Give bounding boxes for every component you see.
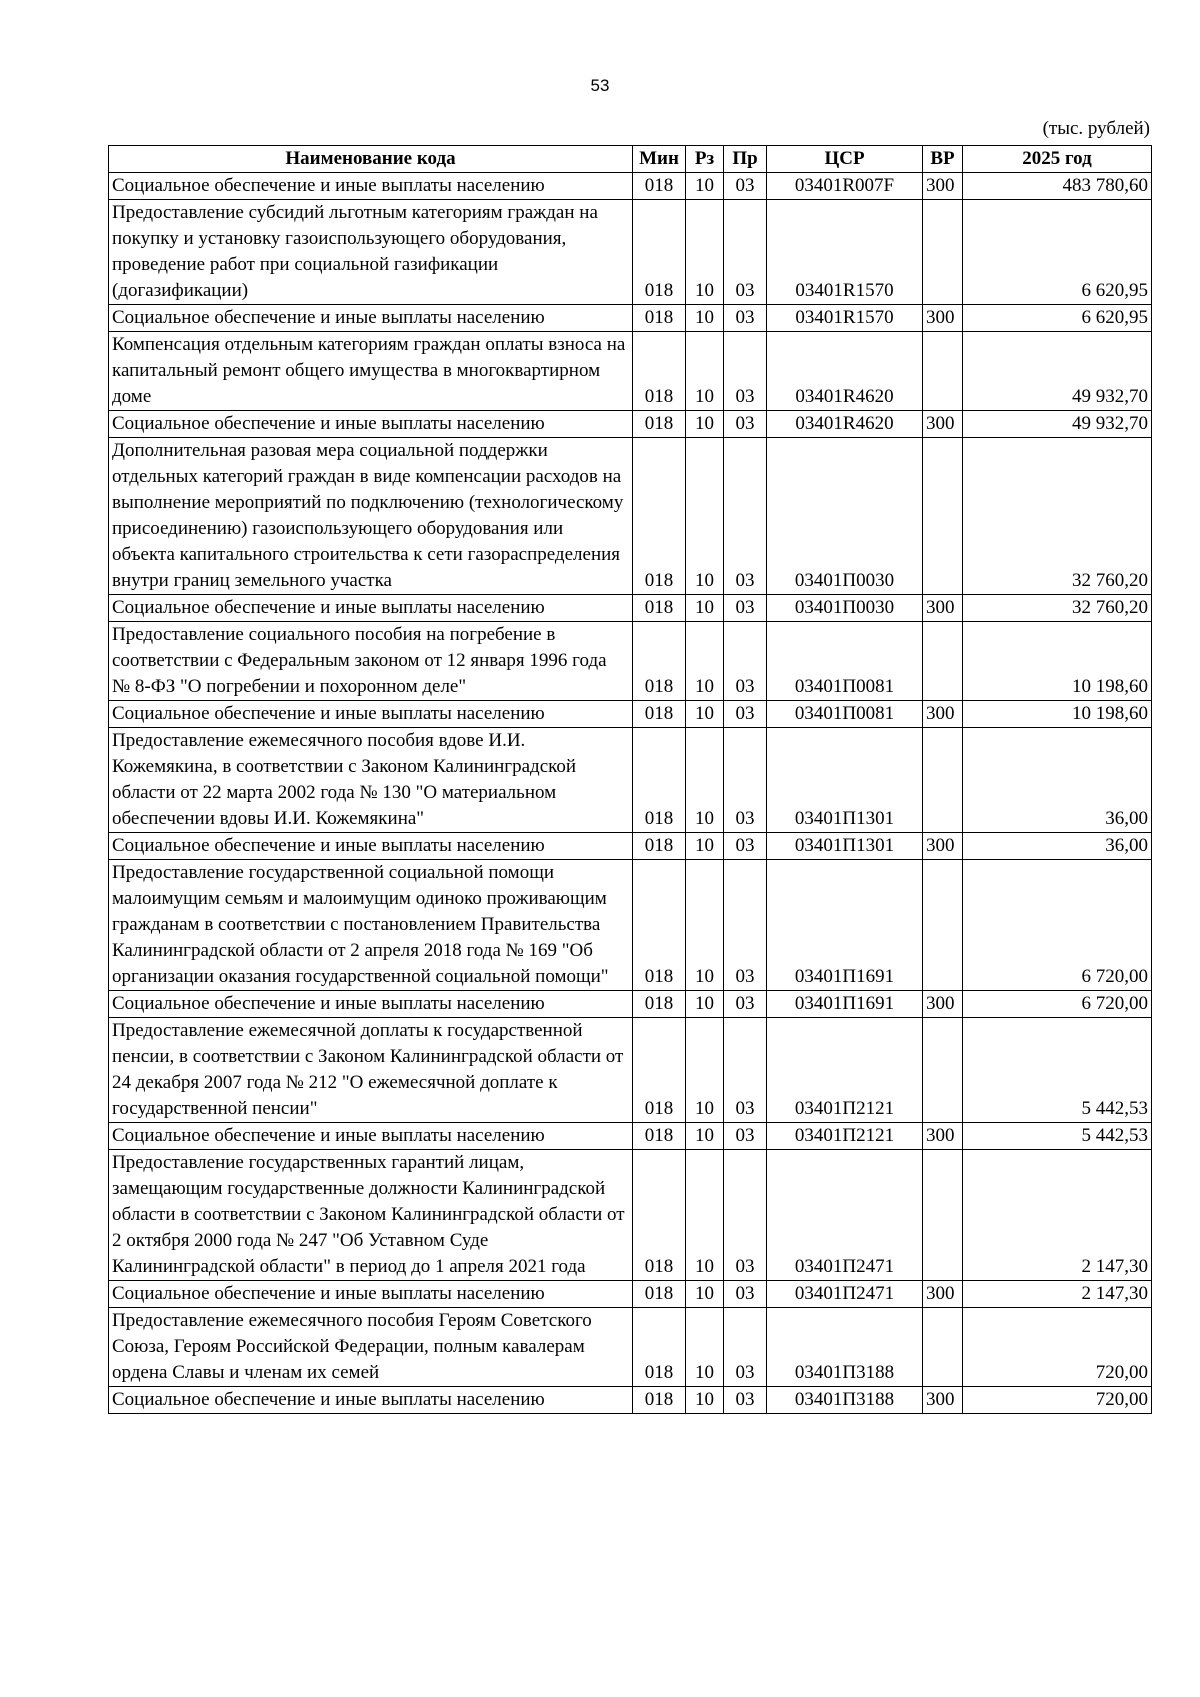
cell-pr: 03 [724, 1308, 767, 1387]
table-row [109, 1308, 1152, 1387]
cell-min: 018 [633, 173, 686, 200]
cell-amount: 720,00 [963, 1387, 1152, 1414]
table-body [109, 173, 1152, 1414]
cell-pr: 03 [724, 595, 767, 622]
cell-amount: 6 620,95 [963, 200, 1152, 305]
table-row [109, 411, 1152, 438]
cell-amount: 2 147,30 [963, 1281, 1152, 1308]
cell-min: 018 [633, 991, 686, 1018]
header-rz: Рз [686, 146, 724, 173]
cell-name: Социальное обеспечение и иные выплаты населению [109, 1281, 633, 1308]
cell-rz: 10 [686, 833, 724, 860]
header-pr: Пр [724, 146, 767, 173]
cell-min: 018 [633, 332, 686, 411]
table-row [109, 1281, 1152, 1308]
cell-vr [923, 860, 963, 991]
table-row [109, 305, 1152, 332]
cell-amount: 32 760,20 [963, 595, 1152, 622]
page-number: 53 [590, 76, 610, 95]
cell-rz: 10 [686, 438, 724, 595]
table-row [109, 595, 1152, 622]
cell-rz: 10 [686, 701, 724, 728]
cell-vr: 300 [923, 991, 963, 1018]
cell-amount: 36,00 [963, 728, 1152, 833]
cell-name: Предоставление социального пособия на погребение в соответствии с Федеральным законом от 12 января 1996 года № 8-ФЗ "О погребении и похоронном деле" [109, 622, 633, 701]
cell-vr: 300 [923, 173, 963, 200]
cell-pr: 03 [724, 1281, 767, 1308]
table-row [109, 332, 1152, 411]
cell-amount: 6 620,95 [963, 305, 1152, 332]
table-row [109, 173, 1152, 200]
cell-vr [923, 438, 963, 595]
table-row [109, 991, 1152, 1018]
cell-csr: 03401R1570 [767, 305, 923, 332]
table-row [109, 1123, 1152, 1150]
cell-vr [923, 200, 963, 305]
cell-min: 018 [633, 1150, 686, 1281]
cell-vr [923, 728, 963, 833]
cell-amount: 5 442,53 [963, 1018, 1152, 1123]
cell-pr: 03 [724, 173, 767, 200]
cell-rz: 10 [686, 1018, 724, 1123]
cell-csr: 03401П1691 [767, 991, 923, 1018]
cell-rz: 10 [686, 1150, 724, 1281]
cell-amount: 10 198,60 [963, 622, 1152, 701]
cell-min: 018 [633, 438, 686, 595]
cell-csr: 03401П3188 [767, 1308, 923, 1387]
cell-name: Социальное обеспечение и иные выплаты населению [109, 701, 633, 728]
header-vr: ВР [923, 146, 963, 173]
cell-amount: 32 760,20 [963, 438, 1152, 595]
cell-csr: 03401R4620 [767, 411, 923, 438]
budget-table [108, 145, 1152, 1414]
table-row [109, 833, 1152, 860]
cell-rz: 10 [686, 1387, 724, 1414]
cell-vr [923, 1150, 963, 1281]
cell-name: Социальное обеспечение и иные выплаты населению [109, 595, 633, 622]
cell-rz: 10 [686, 200, 724, 305]
cell-min: 018 [633, 1123, 686, 1150]
cell-min: 018 [633, 701, 686, 728]
cell-pr: 03 [724, 1018, 767, 1123]
cell-min: 018 [633, 860, 686, 991]
unit-note: (тыс. рублей) [1042, 118, 1150, 139]
cell-rz: 10 [686, 332, 724, 411]
cell-csr: 03401П2121 [767, 1123, 923, 1150]
cell-name: Социальное обеспечение и иные выплаты населению [109, 1123, 633, 1150]
cell-pr: 03 [724, 332, 767, 411]
cell-min: 018 [633, 595, 686, 622]
cell-csr: 03401П1301 [767, 728, 923, 833]
cell-amount: 2 147,30 [963, 1150, 1152, 1281]
table-row [109, 860, 1152, 991]
cell-min: 018 [633, 622, 686, 701]
cell-rz: 10 [686, 1123, 724, 1150]
table-row [109, 200, 1152, 305]
cell-pr: 03 [724, 1123, 767, 1150]
cell-vr: 300 [923, 411, 963, 438]
cell-rz: 10 [686, 595, 724, 622]
cell-amount: 6 720,00 [963, 860, 1152, 991]
cell-rz: 10 [686, 411, 724, 438]
cell-vr [923, 622, 963, 701]
cell-csr: 03401П0030 [767, 595, 923, 622]
cell-vr: 300 [923, 833, 963, 860]
cell-csr: 03401П2471 [767, 1150, 923, 1281]
table-row [109, 1018, 1152, 1123]
cell-vr [923, 332, 963, 411]
cell-csr: 03401П1301 [767, 833, 923, 860]
cell-csr: 03401R4620 [767, 332, 923, 411]
cell-pr: 03 [724, 305, 767, 332]
cell-amount: 49 932,70 [963, 411, 1152, 438]
cell-name: Социальное обеспечение и иные выплаты населению [109, 1387, 633, 1414]
table-row [109, 1150, 1152, 1281]
cell-min: 018 [633, 833, 686, 860]
cell-min: 018 [633, 1018, 686, 1123]
table-row [109, 701, 1152, 728]
cell-name: Компенсация отдельным категориям граждан оплаты взноса на капитальный ремонт общего имущества в многоквартирном доме [109, 332, 633, 411]
table-header-row [109, 146, 1152, 173]
cell-min: 018 [633, 1308, 686, 1387]
cell-pr: 03 [724, 701, 767, 728]
cell-name: Дополнительная разовая мера социальной поддержки отдельных категорий граждан в виде компенсации расходов на выполнение мероприятий по подключению (технологическому присоединению) газоиспользующего оборудования или объекта капитального строительства к сети газораспределения внутри границ земельного участка [109, 438, 633, 595]
cell-rz: 10 [686, 1308, 724, 1387]
cell-vr: 300 [923, 595, 963, 622]
cell-vr [923, 1308, 963, 1387]
cell-csr: 03401П2471 [767, 1281, 923, 1308]
cell-name: Предоставление субсидий льготным категориям граждан на покупку и установку газоиспользующего оборудования, проведение работ при социальной газификации (догазификации) [109, 200, 633, 305]
cell-csr: 03401П1691 [767, 860, 923, 991]
cell-rz: 10 [686, 860, 724, 991]
cell-min: 018 [633, 1281, 686, 1308]
table-row [109, 728, 1152, 833]
cell-pr: 03 [724, 728, 767, 833]
cell-vr: 300 [923, 1281, 963, 1308]
cell-pr: 03 [724, 1387, 767, 1414]
cell-pr: 03 [724, 991, 767, 1018]
header-min: Мин [633, 146, 686, 173]
cell-vr: 300 [923, 701, 963, 728]
cell-name: Социальное обеспечение и иные выплаты населению [109, 411, 633, 438]
cell-pr: 03 [724, 200, 767, 305]
cell-amount: 6 720,00 [963, 991, 1152, 1018]
table-row [109, 1387, 1152, 1414]
header-amount: 2025 год [963, 146, 1152, 173]
cell-pr: 03 [724, 622, 767, 701]
cell-csr: 03401R1570 [767, 200, 923, 305]
cell-name: Социальное обеспечение и иные выплаты населению [109, 991, 633, 1018]
cell-min: 018 [633, 728, 686, 833]
cell-rz: 10 [686, 1281, 724, 1308]
cell-name: Предоставление ежемесячного пособия вдове И.И. Кожемякина, в соответствии с Законом Калининградской области от 22 марта 2002 года № 130 "О материальном обеспечении вдовы И.И. Кожемякина" [109, 728, 633, 833]
cell-min: 018 [633, 1387, 686, 1414]
header-name: Наименование кода [109, 146, 633, 173]
cell-rz: 10 [686, 622, 724, 701]
cell-name: Социальное обеспечение и иные выплаты населению [109, 833, 633, 860]
cell-name: Предоставление ежемесячного пособия Героям Советского Союза, Героям Российской Федерации, полным кавалерам ордена Славы и членам их семей [109, 1308, 633, 1387]
cell-name: Предоставление государственной социальной помощи малоимущим семьям и малоимущим одиноко проживающим гражданам в соответствии с постановлением Правительства Калининградской области от 2 апреля 2018 года № 169 "Об организации оказания государственной социальной помощи" [109, 860, 633, 991]
cell-rz: 10 [686, 991, 724, 1018]
cell-vr [923, 1018, 963, 1123]
cell-name: Социальное обеспечение и иные выплаты населению [109, 305, 633, 332]
cell-amount: 5 442,53 [963, 1123, 1152, 1150]
cell-pr: 03 [724, 438, 767, 595]
cell-amount: 720,00 [963, 1308, 1152, 1387]
cell-csr: 03401R007F [767, 173, 923, 200]
cell-csr: 03401П0030 [767, 438, 923, 595]
cell-name: Социальное обеспечение и иные выплаты населению [109, 173, 633, 200]
cell-csr: 03401П0081 [767, 622, 923, 701]
cell-csr: 03401П0081 [767, 701, 923, 728]
cell-min: 018 [633, 200, 686, 305]
table-row [109, 622, 1152, 701]
header-csr: ЦСР [767, 146, 923, 173]
cell-vr: 300 [923, 1387, 963, 1414]
cell-name: Предоставление государственных гарантий лицам, замещающим государственные должности Калининградской области в соответствии с Законом Калининградской области от 2 октября 2000 года № 247 "Об Уставном Суде Калининградской области" в период до 1 апреля 2021 года [109, 1150, 633, 1281]
cell-amount: 483 780,60 [963, 173, 1152, 200]
cell-amount: 36,00 [963, 833, 1152, 860]
cell-pr: 03 [724, 1150, 767, 1281]
cell-name: Предоставление ежемесячной доплаты к государственной пенсии, в соответствии с Законом Калининградской области от 24 декабря 2007 года № 212 "О ежемесячной доплате к государственной пенсии" [109, 1018, 633, 1123]
cell-rz: 10 [686, 305, 724, 332]
cell-vr: 300 [923, 1123, 963, 1150]
cell-csr: 03401П2121 [767, 1018, 923, 1123]
cell-min: 018 [633, 305, 686, 332]
table-row [109, 438, 1152, 595]
cell-vr: 300 [923, 305, 963, 332]
cell-min: 018 [633, 411, 686, 438]
cell-pr: 03 [724, 833, 767, 860]
cell-amount: 10 198,60 [963, 701, 1152, 728]
cell-pr: 03 [724, 860, 767, 991]
cell-csr: 03401П3188 [767, 1387, 923, 1414]
cell-pr: 03 [724, 411, 767, 438]
cell-amount: 49 932,70 [963, 332, 1152, 411]
cell-rz: 10 [686, 728, 724, 833]
cell-rz: 10 [686, 173, 724, 200]
